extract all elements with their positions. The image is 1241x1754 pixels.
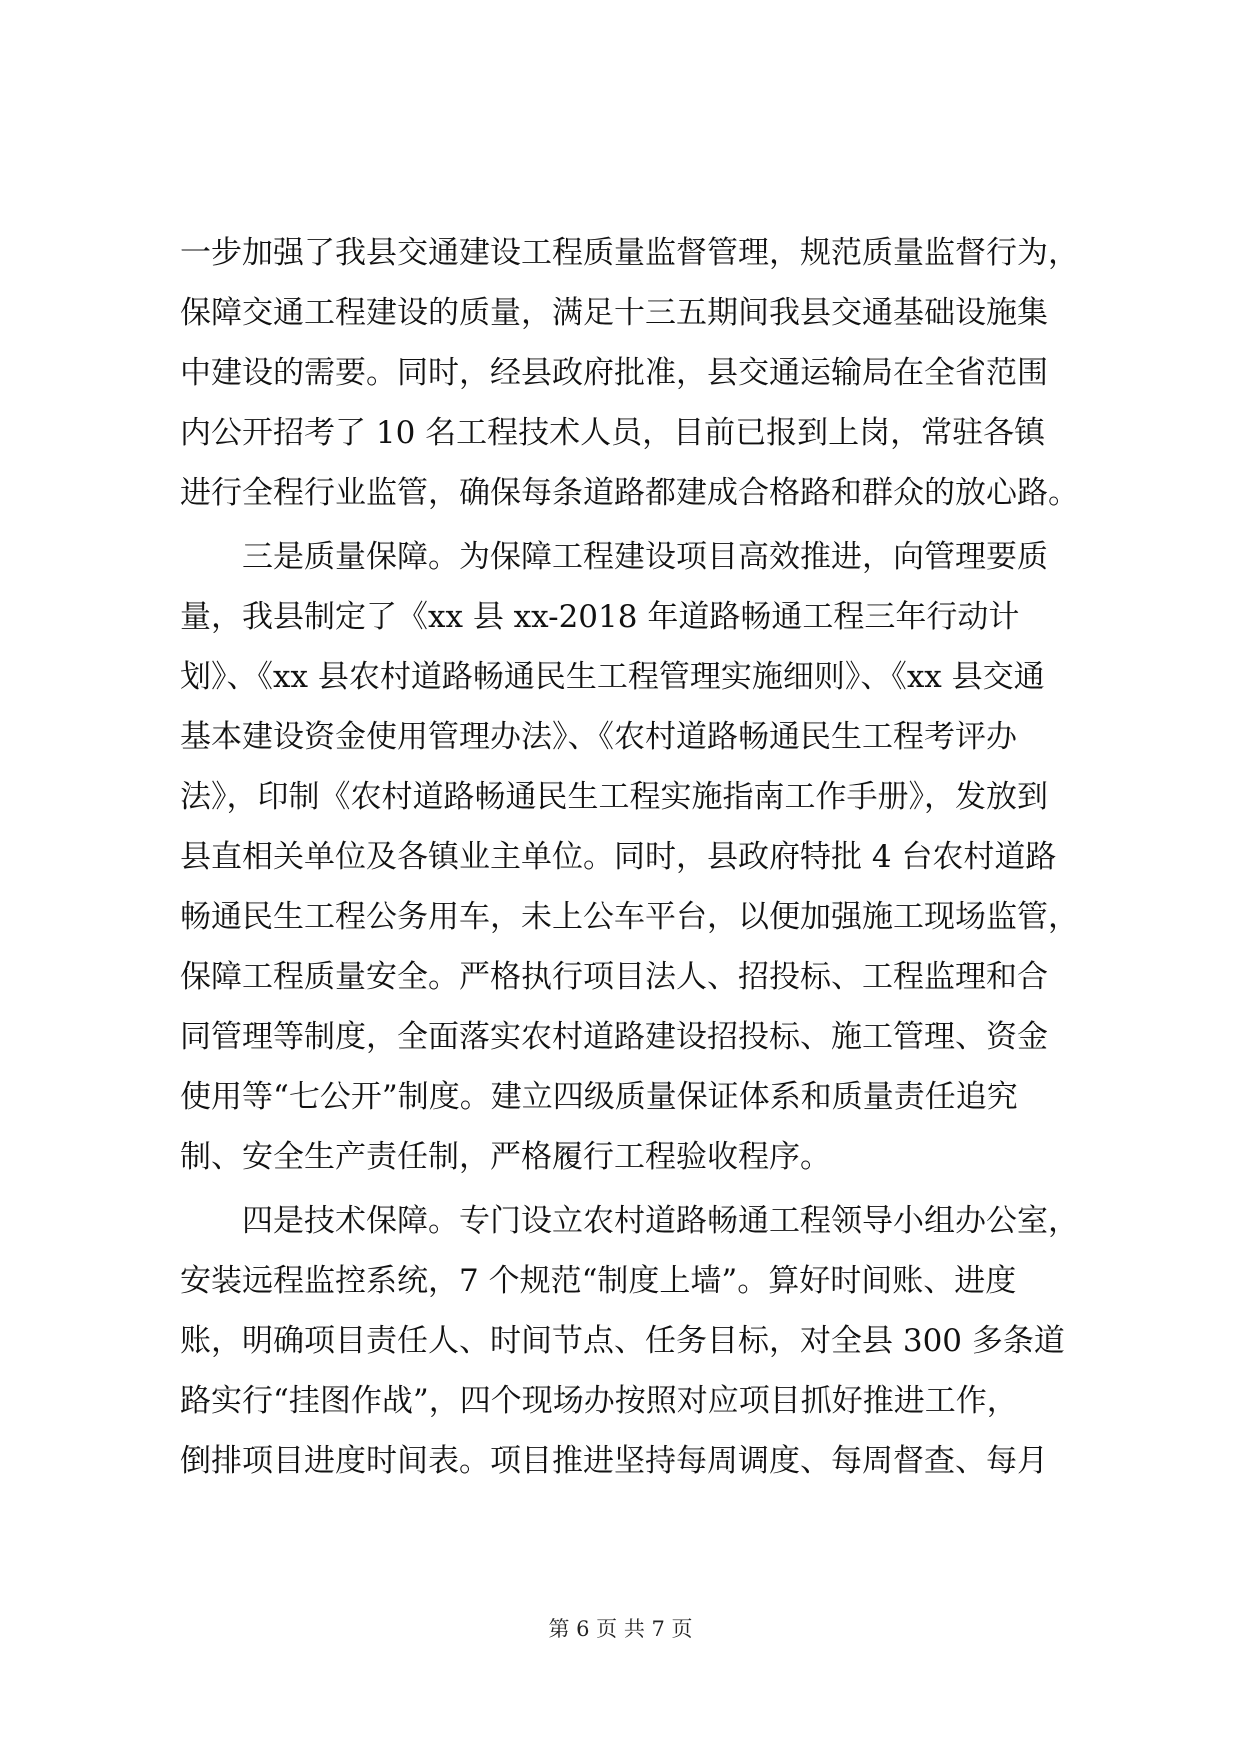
text-line: 划》、《xx 县农村道路畅通民生工程管理实施细则》、《xx 县交通: [180, 659, 1045, 695]
text-line: 倒排项目进度时间表。项目推进坚持每周调度、每周督查、每月: [180, 1443, 1048, 1479]
paragraph-start-line: 三是质量保障。为保障工程建设项目高效推进，向管理要质: [242, 539, 1048, 575]
text-line: 路实行“挂图作战”，四个现场办按照对应项目抓好推进工作，: [180, 1383, 1018, 1419]
text-line: 中建设的需要。同时，经县政府批准，县交通运输局在全省范围: [180, 355, 1048, 391]
text-line: 一步加强了我县交通建设工程质量监督管理，规范质量监督行为，: [180, 235, 1079, 271]
text-line: 使用等“七公开”制度。建立四级质量保证体系和质量责任追究: [180, 1079, 1018, 1115]
text-line: 县直相关单位及各镇业主单位。同时，县政府特批 4 台农村道路: [180, 839, 1057, 875]
paragraph-start-line: 四是技术保障。专门设立农村道路畅通工程领导小组办公室，: [242, 1203, 1079, 1239]
text-line: 进行全程行业监管，确保每条道路都建成合格路和群众的放心路。: [180, 475, 1079, 511]
text-line: 内公开招考了 10 名工程技术人员，目前已报到上岗，常驻各镇: [180, 415, 1046, 451]
text-line: 保障工程质量安全。严格执行项目法人、招投标、工程监理和合: [180, 959, 1048, 995]
text-line: 安装远程监控系统，7 个规范“制度上墙”。算好时间账、进度: [180, 1263, 1017, 1299]
text-line: 保障交通工程建设的质量，满足十三五期间我县交通基础设施集: [180, 295, 1048, 331]
text-line: 量，我县制定了《xx 县 xx-2018 年道路畅通工程三年行动计: [180, 599, 1020, 635]
page-number: 第 6 页 共 7 页: [548, 1617, 693, 1641]
text-line: 畅通民生工程公务用车，未上公车平台，以便加强施工现场监管，: [180, 899, 1079, 935]
text-line: 制、安全生产责任制，严格履行工程验收程序。: [180, 1139, 831, 1175]
text-line: 账，明确项目责任人、时间节点、任务目标，对全县 300 多条道: [180, 1323, 1065, 1359]
text-line: 法》，印制《农村道路畅通民生工程实施指南工作手册》，发放到: [180, 779, 1048, 815]
text-line: 基本建设资金使用管理办法》、《农村道路畅通民生工程考评办: [180, 719, 1017, 755]
text-line: 同管理等制度，全面落实农村道路建设招投标、施工管理、资金: [180, 1019, 1048, 1055]
